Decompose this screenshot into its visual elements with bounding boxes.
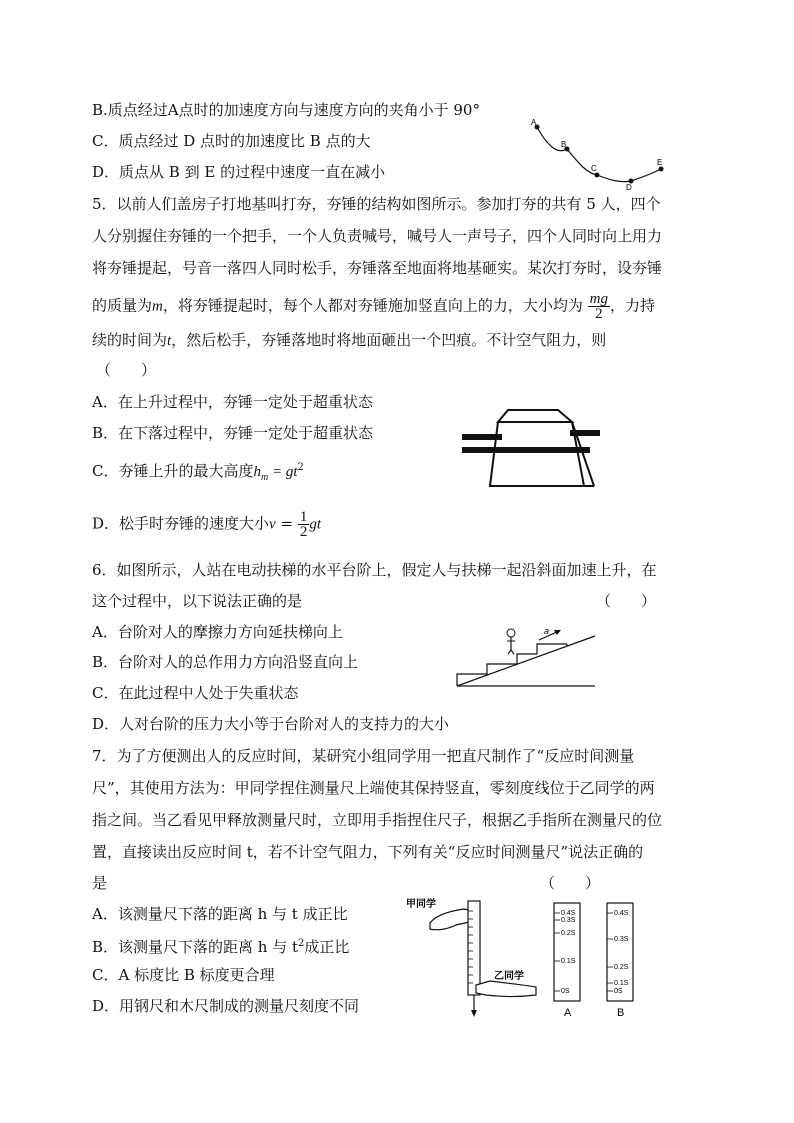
point-e-label: E [657, 158, 663, 167]
q6-option-a: A．台阶对人的摩擦力方向延扶梯向上 [92, 623, 343, 641]
one-half-fraction: $\frac{1}{2}$ [299, 509, 308, 540]
jia-label: 甲同学 [406, 899, 436, 910]
q7-answer-bracket: （ ） [540, 874, 601, 892]
q5-answer-bracket: （ ） [96, 361, 157, 379]
q7-stem-line-1: 7．为了方便测出人的反应时间，某研究小组同学用一把直尺制作了“反应时间测量 [92, 747, 635, 765]
q5-stem-line-4: 的质量为m，将夯锤提起时，每个人都对夯锤施加竖直向上的力，大小均为 $\frac{mg}{2}$ ，力持 [92, 291, 656, 322]
q6-option-c: C．在此过程中人处于失重状态 [92, 684, 299, 702]
q6-stem-line-2: 这个过程中，以下说法正确的是 [92, 592, 303, 610]
yi-label: 乙同学 [494, 971, 524, 982]
q7-stem-line-5: 是 [92, 874, 108, 892]
scale-b-tick-3: 0.1S [614, 980, 629, 987]
q4-option-c: C．质点经过 D 点时的加速度比 B 点的大 [92, 132, 371, 150]
scale-b-tick-0: 0.4S [614, 910, 629, 917]
scale-a-tick-2: 0.2S [561, 930, 576, 937]
q6-option-d: D．人对台阶的压力大小等于台阶对人的支持力的大小 [92, 715, 450, 733]
yi-hand-icon [476, 981, 536, 997]
scale-a-label: A [564, 1007, 572, 1019]
rammer-figure [460, 402, 605, 497]
q5-stem-line-5: 续的时间为t，然后松手，夯锤落地时将地面砸出一个凹痕。不计空气阻力，则 [92, 331, 607, 349]
scale-b-tick-4: 0S [614, 988, 623, 995]
q7-option-d: D．用钢尺和木尺制成的测量尺刻度不同 [92, 997, 360, 1015]
ruler-body [468, 901, 480, 995]
q4-option-d: D．质点从 B 到 E 的过程中速度一直在减小 [92, 163, 386, 181]
q6-stem-line-1: 6．如图所示，人站在电动扶梯的水平台阶上，假定人与扶梯一起沿斜面加速上升，在 [92, 561, 657, 579]
scale-a-tick-4: 0S [561, 988, 570, 995]
q6-answer-bracket: （ ） [596, 592, 657, 610]
scale-b-tick-1: 0.3S [614, 936, 629, 943]
scale-b-label: B [617, 1007, 625, 1019]
jia-hand-icon [430, 909, 474, 930]
q5-stem-line-1: 5．以前人们盖房子打地基叫打夯，夯锤的结构如图所示。参加打夯的共有 5 人，四个 [92, 195, 661, 213]
q7-stem-line-2: 尺”，其使用方法为：甲同学捏住测量尺上端使其保持竖直，零刻度线位于乙同学的两 [92, 779, 655, 797]
q4-trajectory-figure [525, 115, 675, 190]
q5-option-c: C．夯锤上升的最大高度$h_m = gt^2$ [92, 462, 304, 483]
point-d-label: D [626, 183, 632, 190]
handle-left-upper [462, 434, 502, 440]
handle-through-bar [462, 447, 590, 453]
q5-option-d: D．松手时夯锤的速度大小v = $\frac{1}{2}$ gt [92, 509, 321, 540]
q5-stem-line-2: 人分别握住夯锤的一个把手，一个人负责喊号，喊号人一声号子，四个人同时向上用力 [92, 227, 663, 245]
scale-b-tick-2: 0.2S [614, 964, 629, 971]
point-c-label: C [591, 164, 597, 173]
point-b-label: B [561, 140, 567, 149]
handle-right-upper [570, 430, 600, 436]
q5-option-a: A．在上升过程中，夯锤一定处于超重状态 [92, 393, 373, 411]
acceleration-label: a [544, 626, 550, 636]
q7-option-c: C．A 标度比 B 标度更合理 [92, 966, 275, 984]
scale-a-tick-3: 0.1S [561, 958, 576, 965]
scale-a-tick-1: 0.3S [561, 917, 576, 924]
escalator-figure [455, 622, 605, 694]
mg-over-2-fraction: $\frac{mg}{2}$ [589, 291, 608, 322]
q4-option-b: B.质点经过A点时的加速度方向与速度方向的夹角小于 90° [92, 101, 480, 119]
person-icon [507, 629, 515, 654]
point-a-label: A [531, 118, 537, 127]
q7-option-a: A．该测量尺下落的距离 h 与 t 成正比 [92, 905, 348, 923]
scale-a-tick-0: 0.4S [561, 910, 576, 917]
q5-stem-line-3: 将夯锤提起，号音一落四人同时松手，夯锤落至地面将地基砸实。某次打夯时，设夯锤 [92, 259, 663, 277]
q7-option-b: B．该测量尺下落的距离 h 与 $t^2$成正比 [92, 938, 350, 956]
reaction-ruler-figure [402, 895, 642, 1023]
point-e-marker [659, 167, 664, 172]
q7-stem-line-4: 置，直接读出反应时间 t，若不计空气阻力，下列有关“反应时间测量尺”说法正确的 [92, 843, 644, 861]
q7-stem-line-3: 指之间。当乙看见甲释放测量尺时，立即用手指捏住尺子，根据乙手指所在测量尺的位 [92, 811, 663, 829]
q5-option-b: B．在下落过程中，夯锤一定处于超重状态 [92, 424, 374, 442]
q6-option-b: B．台阶对人的总作用力方向沿竖直向上 [92, 653, 359, 671]
point-c-marker [595, 173, 600, 178]
